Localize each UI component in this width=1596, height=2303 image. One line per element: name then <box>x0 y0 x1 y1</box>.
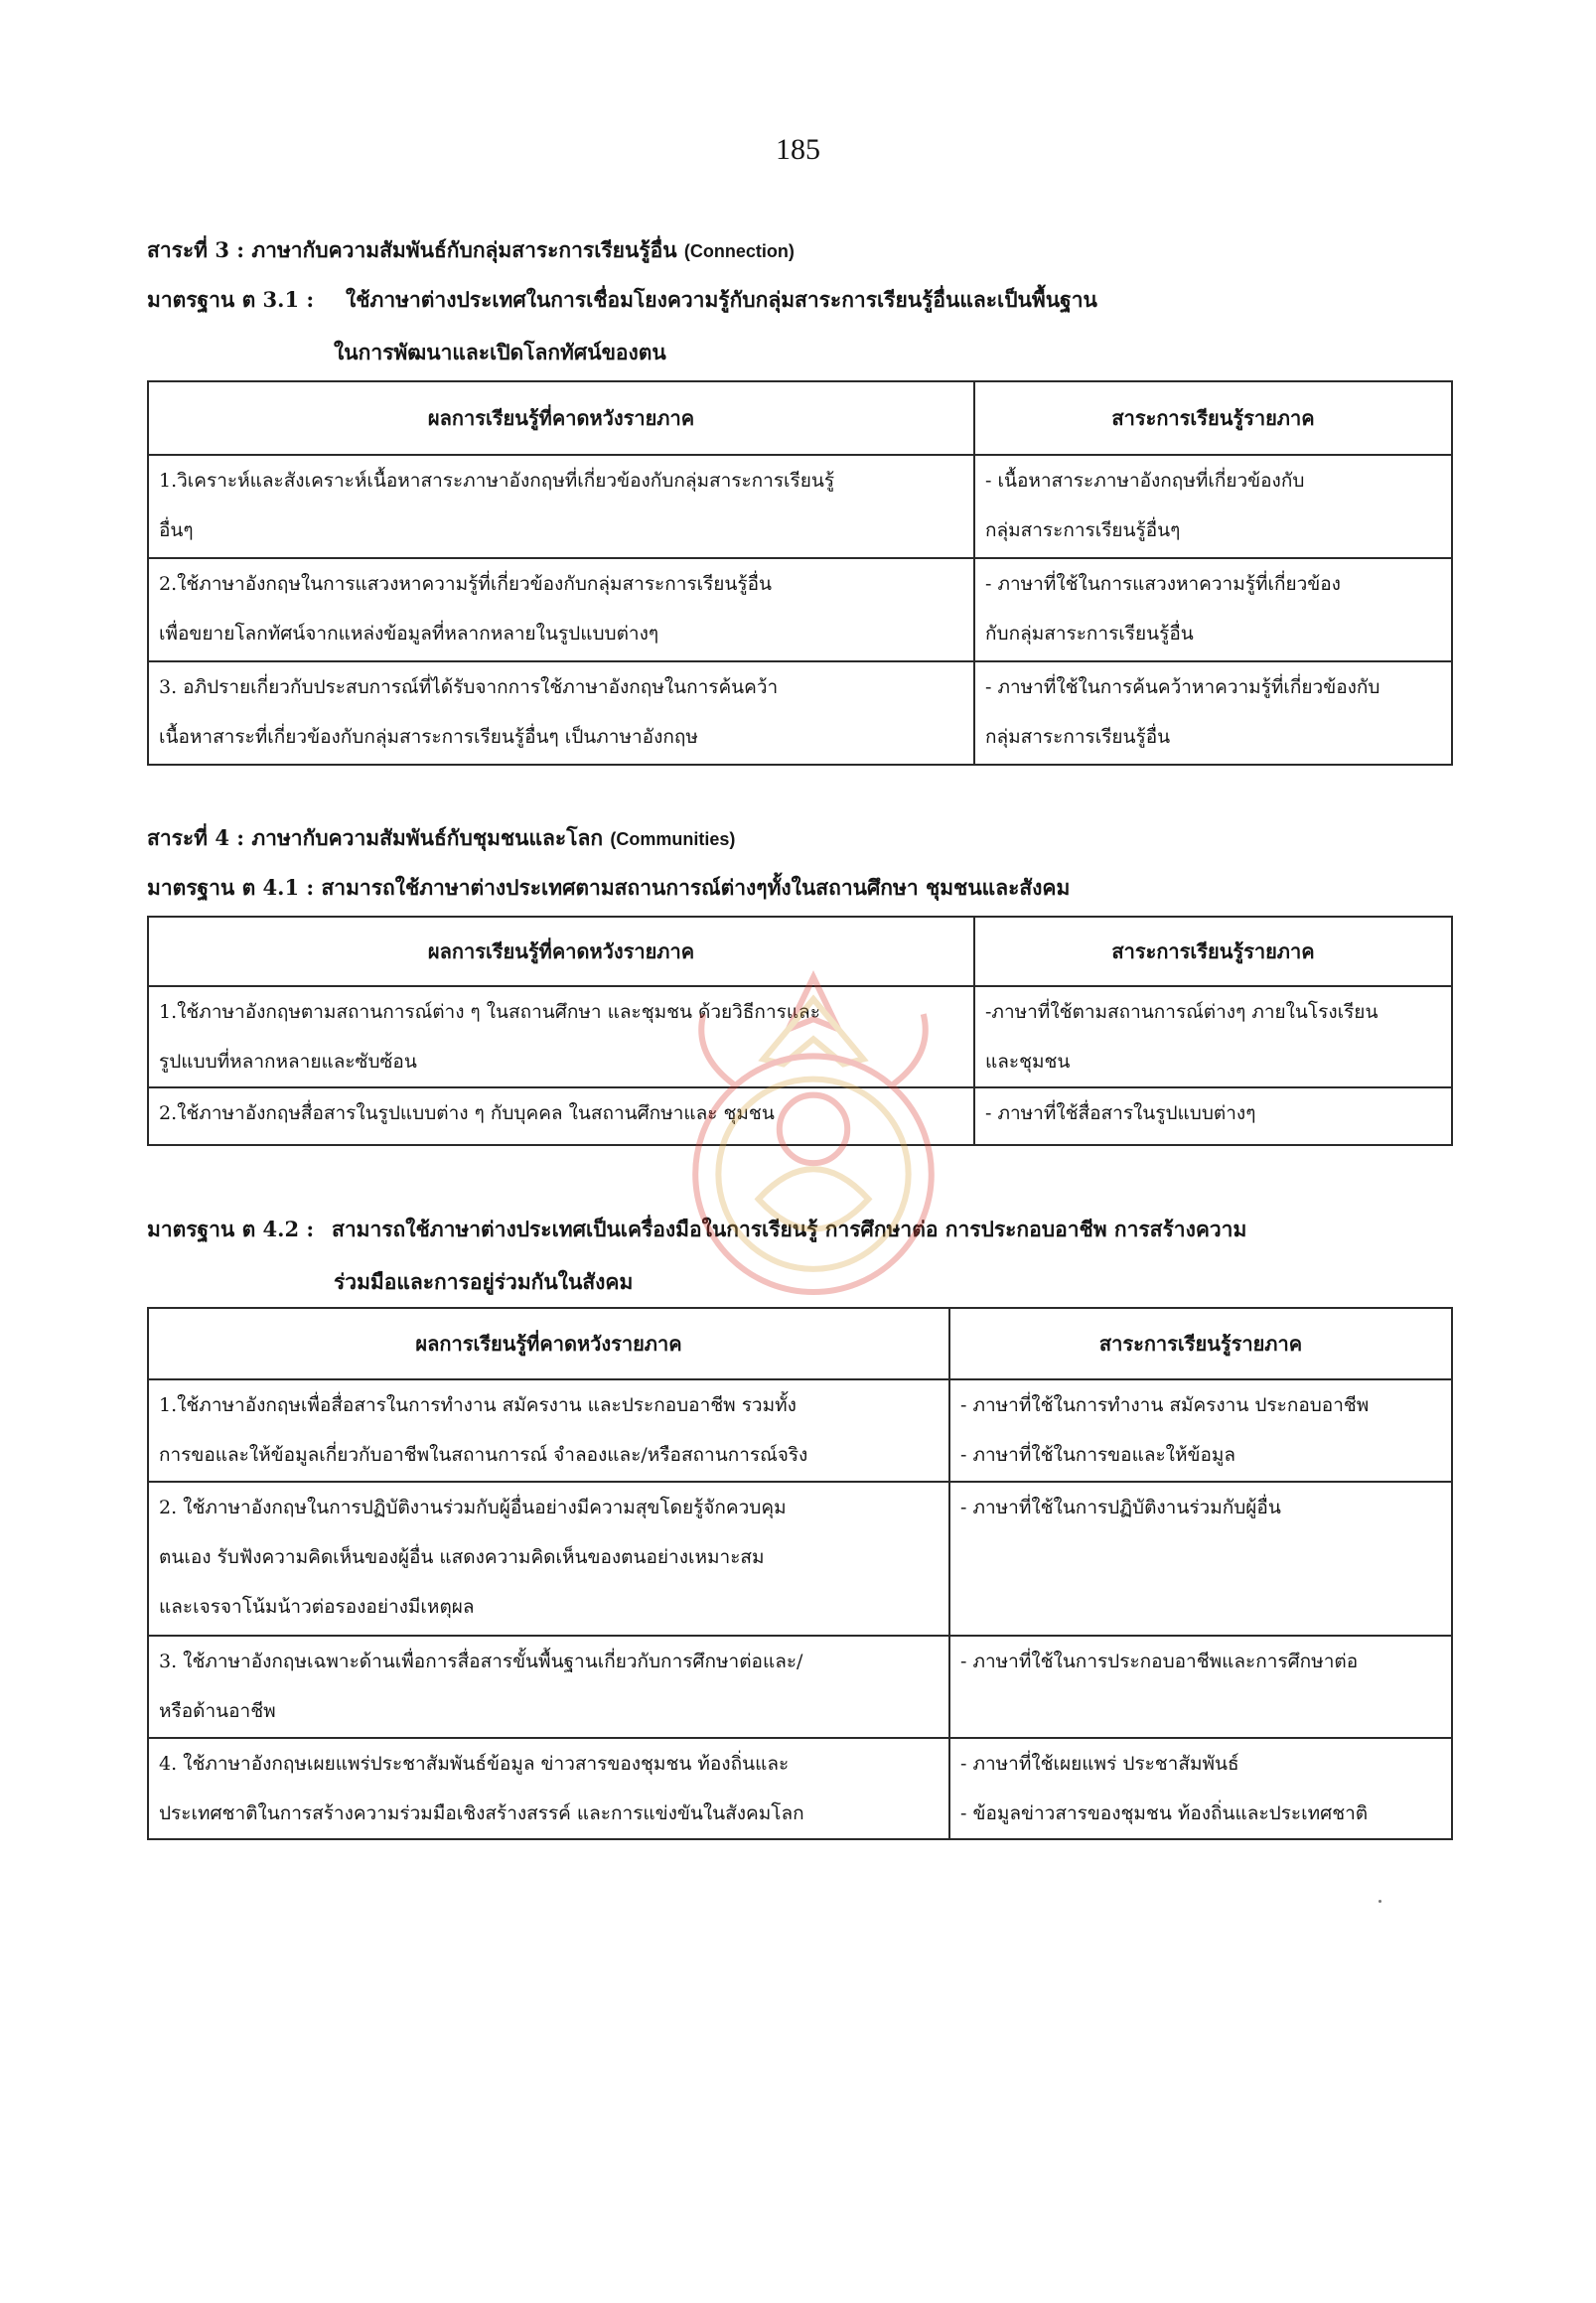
outcome-cell <box>148 1482 949 1636</box>
scan-speck <box>1378 1900 1381 1903</box>
standard-3-1-line2: ในการพัฒนาและเปิดโลกทัศน์ของตน <box>334 340 666 364</box>
standard-3-1-table <box>147 380 1453 766</box>
outcome-cell <box>148 455 974 558</box>
content-line: - ข้อมูลข่าวสารของชุมชน ท้องถิ่นและประเทศชาติ <box>960 1802 1369 1824</box>
standard-4-1-line1: สามารถใช้ภาษาต่างประเทศตามสถานการณ์ต่างๆทั้งในสถานศึกษา ชุมชนและสังคม <box>321 875 1071 900</box>
outcome-line: 1.ใช้ภาษาอังกฤษตามสถานการณ์ต่าง ๆ ในสถานศึกษา และชุมชน ด้วยวิธีการและ <box>159 1001 820 1023</box>
content-line: -ภาษาที่ใช้ตามสถานการณ์ต่างๆ ภายในโรงเรียน <box>985 1001 1378 1023</box>
content-line: - ภาษาที่ใช้ในการปฏิบัติงานร่วมกับผู้อื่น <box>960 1497 1281 1518</box>
standard-4-1-label: มาตรฐาน ต 4.1 : <box>147 875 315 900</box>
standard-4-1-heading <box>147 872 1070 905</box>
table-header-row <box>148 1308 1452 1379</box>
outcome-line: 2.ใช้ภาษาอังกฤษสื่อสารในรูปแบบต่าง ๆ กับบุคคล ในสถานศึกษาและ ชุมชน <box>159 1102 775 1124</box>
content-column-header: สาระการเรียนรู้รายภาค <box>974 917 1452 986</box>
strand-4-label: สาระที่ 4 : <box>147 825 244 850</box>
table-header-row <box>148 381 1452 455</box>
standard-3-1-label: มาตรฐาน ต 3.1 : <box>147 287 315 312</box>
content-cell <box>974 1087 1452 1145</box>
outcome-line: 3. ใช้ภาษาอังกฤษเฉพาะด้านเพื่อการสื่อสารขั้นพื้นฐานเกี่ยวกับการศึกษาต่อและ/ <box>159 1651 803 1672</box>
table-row <box>148 1738 1452 1839</box>
table-row <box>148 986 1452 1087</box>
table-row <box>148 1482 1452 1636</box>
content-line: - ภาษาที่ใช้เผยแพร่ ประชาสัมพันธ์ <box>960 1753 1239 1775</box>
content-line: - ภาษาที่ใช้ในการค้นคว้าหาความรู้ที่เกี่ยวข้องกับ <box>985 676 1380 698</box>
outcome-line: เพื่อขยายโลกทัศน์จากแหล่งข้อมูลที่หลากหลายในรูปแบบต่างๆ <box>159 623 659 645</box>
outcome-cell <box>148 1379 949 1482</box>
outcome-cell <box>148 1087 974 1145</box>
outcome-line: 2.ใช้ภาษาอังกฤษในการแสวงหาความรู้ที่เกี่ยวข้องกับกลุ่มสาระการเรียนรู้อื่น <box>159 573 773 595</box>
strand-4-english: (Communities) <box>610 829 736 849</box>
outcome-cell <box>148 1738 949 1839</box>
standard-4-2-label: มาตรฐาน ต 4.2 : <box>147 1217 315 1241</box>
outcome-line: รูปแบบที่หลากหลายและซับซ้อน <box>159 1051 417 1073</box>
content-line: - ภาษาที่ใช้ในการประกอบอาชีพและการศึกษาต่อ <box>960 1651 1359 1672</box>
content-line: กลุ่มสาระการเรียนรู้อื่นๆ <box>985 519 1181 541</box>
content-line: - เนื้อหาสาระภาษาอังกฤษที่เกี่ยวข้องกับ <box>985 470 1305 492</box>
standard-4-2-line2: ร่วมมือและการอยู่ร่วมกันในสังคม <box>334 1269 634 1294</box>
content-line: - ภาษาที่ใช้ในการทำงาน สมัครงาน ประกอบอาชีพ <box>960 1394 1370 1416</box>
content-cell <box>949 1482 1452 1636</box>
outcome-line: 2. ใช้ภาษาอังกฤษในการปฏิบัติงานร่วมกับผู้อื่นอย่างมีความสุขโดยรู้จักควบคุม <box>159 1497 787 1518</box>
table-row <box>148 1087 1452 1145</box>
content-line: กลุ่มสาระการเรียนรู้อื่น <box>985 726 1171 748</box>
outcome-line: 4. ใช้ภาษาอังกฤษเผยแพร่ประชาสัมพันธ์ข้อมูล ข่าวสารของชุมชน ท้องถิ่นและ <box>159 1753 790 1775</box>
content-cell <box>974 558 1452 661</box>
outcome-cell <box>148 558 974 661</box>
table-row <box>148 1636 1452 1738</box>
standard-4-1-table <box>147 916 1453 1146</box>
outcome-line: ตนเอง รับฟังความคิดเห็นของผู้อื่น แสดงความคิดเห็นของตนอย่างเหมาะสม <box>159 1546 765 1568</box>
content-line: - ภาษาที่ใช้สื่อสารในรูปแบบต่างๆ <box>985 1102 1256 1124</box>
strand-3-english: (Connection) <box>683 241 795 261</box>
outcome-cell <box>148 1636 949 1738</box>
strand-3-title: ภาษากับความสัมพันธ์กับกลุ่มสาระการเรียนรู้อื่น <box>251 237 677 262</box>
content-cell <box>974 661 1452 765</box>
content-column-header: สาระการเรียนรู้รายภาค <box>974 381 1452 455</box>
content-cell <box>949 1636 1452 1738</box>
standard-3-1-line1: ใช้ภาษาต่างประเทศในการเชื่อมโยงความรู้กับกลุ่มสาระการเรียนรู้อื่นและเป็นพื้นฐาน <box>346 287 1097 312</box>
outcome-column-header: ผลการเรียนรู้ที่คาดหวังรายภาค <box>148 381 974 455</box>
content-cell <box>974 455 1452 558</box>
strand-3-heading <box>147 234 795 267</box>
standard-4-2-line1: สามารถใช้ภาษาต่างประเทศเป็นเครื่องมือในการเรียนรู้ การศึกษาต่อ การประกอบอาชีพ การสร้างความ <box>332 1217 1247 1241</box>
content-line: - ภาษาที่ใช้ในการขอและให้ข้อมูล <box>960 1444 1236 1466</box>
outcome-column-header: ผลการเรียนรู้ที่คาดหวังรายภาค <box>148 917 974 986</box>
outcome-line: เนื้อหาสาระที่เกี่ยวข้องกับกลุ่มสาระการเรียนรู้อื่นๆ เป็นภาษาอังกฤษ <box>159 726 698 748</box>
standard-4-2-table <box>147 1307 1453 1840</box>
table-row <box>148 661 1452 765</box>
outcome-line: การขอและให้ข้อมูลเกี่ยวกับอาชีพในสถานการณ์ จำลองและ/หรือสถานการณ์จริง <box>159 1444 808 1466</box>
outcome-line: อื่นๆ <box>159 519 194 541</box>
standard-4-2-heading <box>147 1214 1537 1246</box>
content-line: - ภาษาที่ใช้ในการแสวงหาความรู้ที่เกี่ยวข้อง <box>985 573 1341 595</box>
standard-3-1-heading <box>147 284 1451 317</box>
strand-4-heading <box>147 822 735 855</box>
table-row <box>148 1379 1452 1482</box>
content-line: กับกลุ่มสาระการเรียนรู้อื่น <box>985 623 1194 645</box>
table-header-row <box>148 917 1452 986</box>
outcome-line: 1.ใช้ภาษาอังกฤษเพื่อสื่อสารในการทำงาน สมัครงาน และประกอบอาชีพ รวมทั้ง <box>159 1394 797 1416</box>
outcome-line: ประเทศชาติในการสร้างความร่วมมือเชิงสร้างสรรค์ และการแข่งขันในสังคมโลก <box>159 1802 804 1824</box>
content-cell <box>974 986 1452 1087</box>
outcome-cell <box>148 661 974 765</box>
outcome-line: 1.วิเคราะห์และสังเคราะห์เนื้อหาสาระภาษาอังกฤษที่เกี่ยวข้องกับกลุ่มสาระการเรียนรู้ <box>159 470 835 492</box>
content-cell <box>949 1379 1452 1482</box>
table-row <box>148 455 1452 558</box>
content-cell <box>949 1738 1452 1839</box>
content-line: และชุมชน <box>985 1051 1071 1073</box>
page-number: 185 <box>776 133 820 166</box>
table-row <box>148 558 1452 661</box>
outcome-line: 3. อภิปรายเกี่ยวกับประสบการณ์ที่ได้รับจากการใช้ภาษาอังกฤษในการค้นคว้า <box>159 676 779 698</box>
content-column-header: สาระการเรียนรู้รายภาค <box>949 1308 1452 1379</box>
strand-3-label: สาระที่ 3 : <box>147 237 244 262</box>
outcome-line: และเจรจาโน้มน้าวต่อรองอย่างมีเหตุผล <box>159 1596 475 1618</box>
outcome-cell <box>148 986 974 1087</box>
outcome-line: หรือด้านอาชีพ <box>159 1700 276 1722</box>
strand-4-title: ภาษากับความสัมพันธ์กับชุมชนและโลก <box>251 825 604 850</box>
outcome-column-header: ผลการเรียนรู้ที่คาดหวังรายภาค <box>148 1308 949 1379</box>
